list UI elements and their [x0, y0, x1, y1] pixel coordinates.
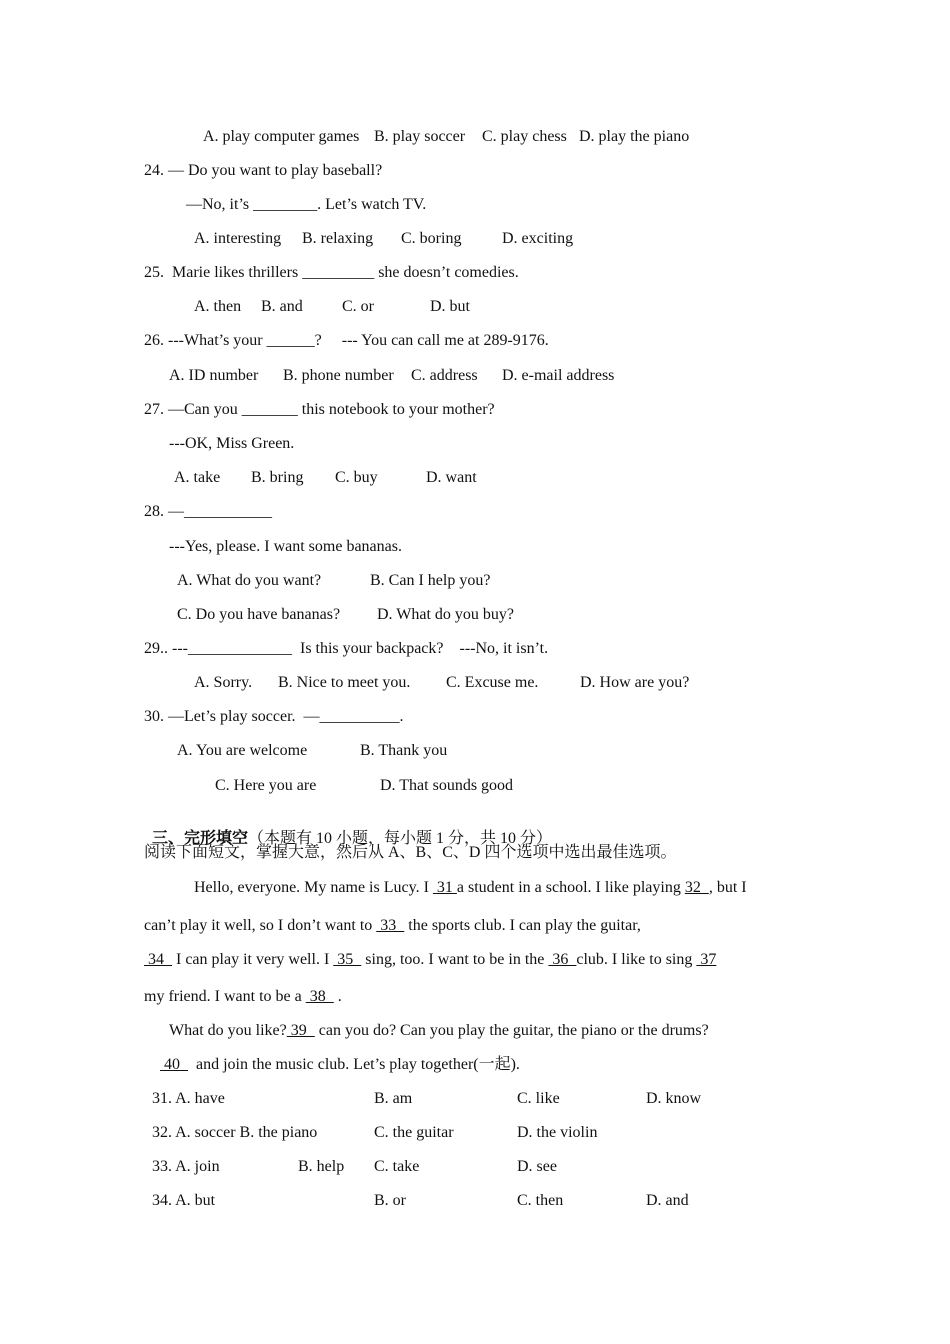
- passage-text: club. I like to sing: [576, 951, 697, 968]
- q34-option-c: C. then: [517, 1192, 564, 1209]
- blank-35: 35: [333, 951, 362, 968]
- passage-text: , but I: [708, 879, 747, 896]
- q25-option-a: A. then: [194, 298, 242, 315]
- q30-option-a: A. You are welcome: [177, 742, 308, 759]
- q29-option-a: A. Sorry.: [194, 674, 253, 691]
- blank-37: 37: [696, 951, 717, 968]
- q24-option-c: C. boring: [401, 230, 462, 247]
- passage-text: the sports club. I can play the guitar,: [404, 917, 641, 934]
- q25-option-c: C. or: [342, 298, 374, 315]
- section-title: 三、完形填空: [152, 830, 249, 847]
- q25-option-d: D. but: [430, 298, 470, 315]
- q23-option-d: D. play the piano: [579, 128, 690, 145]
- q33-option-a: 33. A. join: [152, 1158, 220, 1175]
- q31-option-c: C. like: [517, 1090, 560, 1107]
- blank-34: 34: [144, 951, 172, 968]
- q29-option-b: B. Nice to meet you.: [278, 674, 411, 691]
- q32-option-ab: 32. A. soccer B. the piano: [152, 1124, 318, 1141]
- q30-stem: 30. —Let’s play soccer. —__________.: [144, 708, 404, 725]
- q34-option-a: 34. A. but: [152, 1192, 216, 1209]
- q32-option-c: C. the guitar: [374, 1124, 454, 1141]
- blank-33: 33: [376, 917, 405, 934]
- passage-line-3: [144, 950, 716, 970]
- q24-option-b: B. relaxing: [302, 230, 374, 247]
- q30-option-d: D. That sounds good: [380, 777, 514, 794]
- q33-option-d: D. see: [517, 1158, 557, 1175]
- passage-text: my friend. I want to be a: [144, 988, 306, 1005]
- q27-reply: ---OK, Miss Green.: [169, 435, 295, 452]
- blank-32: 32: [684, 879, 709, 896]
- blank-36: 36: [548, 951, 577, 968]
- q24-option-a: A. interesting: [194, 230, 282, 247]
- section-instruction: 阅读下面短文，掌握大意，然后从 A、B、C、D 四个选项中选出最佳选项。: [144, 844, 677, 861]
- q30-option-b: B. Thank you: [360, 742, 448, 759]
- q26-option-c: C. address: [411, 367, 478, 384]
- q29-option-d: D. How are you?: [580, 674, 690, 691]
- q31-option-d: D. know: [646, 1090, 702, 1107]
- q25-stem: 25. Marie likes thrillers _________ she doesn’t comedies.: [144, 264, 519, 281]
- q28-option-d: D. What do you buy?: [377, 606, 515, 623]
- blank-31: 31: [432, 879, 457, 896]
- q28-stem: 28. —___________: [144, 503, 272, 520]
- blank-39: 39: [286, 1022, 315, 1039]
- passage-text: Hello, everyone. My name is Lucy. I: [194, 879, 433, 896]
- q23-option-c: C. play chess: [482, 128, 567, 145]
- q34-option-d: D. and: [646, 1192, 689, 1209]
- q34-option-b: B. or: [374, 1192, 406, 1209]
- q25-option-b: B. and: [261, 298, 303, 315]
- q27-option-c: C. buy: [335, 469, 378, 486]
- q24-option-d: D. exciting: [502, 230, 574, 247]
- q24-stem: 24. — Do you want to play baseball?: [144, 162, 383, 179]
- passage-text: I can play it very well. I: [172, 951, 334, 968]
- q30-option-c: C. Here you are: [215, 777, 317, 794]
- passage-text: can’t play it well, so I don’t want to: [144, 917, 377, 934]
- q26-stem: 26. ---What’s your ______? --- You can call me at 289-9176.: [144, 332, 549, 349]
- blank-38: 38: [305, 988, 334, 1005]
- q29-stem: 29.. ---_____________ Is this your backpack? ---No, it isn’t.: [144, 640, 549, 657]
- q24-reply: —No, it’s ________. Let’s watch TV.: [186, 196, 427, 213]
- passage-line-2: [144, 916, 641, 936]
- q28-option-b: B. Can I help you?: [370, 572, 491, 589]
- passage-text: and join the music club. Let’s play together(一起).: [188, 1056, 520, 1073]
- q26-option-d: D. e-mail address: [502, 367, 615, 384]
- passage-line-5: [169, 1021, 709, 1041]
- passage-text: .: [333, 988, 342, 1005]
- q33-option-c: C. take: [374, 1158, 420, 1175]
- q28-reply: ---Yes, please. I want some bananas.: [169, 538, 402, 555]
- passage-text: sing, too. I want to be in the: [361, 951, 549, 968]
- passage-text: a student in a school. I like playing: [456, 879, 685, 896]
- passage-text: can you do? Can you play the guitar, the piano or the drums?: [314, 1022, 709, 1039]
- q27-option-a: A. take: [174, 469, 221, 486]
- q27-option-b: B. bring: [251, 469, 304, 486]
- passage-line-1: [194, 878, 747, 898]
- q26-option-b: B. phone number: [283, 367, 394, 384]
- q28-option-c: C. Do you have bananas?: [177, 606, 341, 623]
- q23-option-b: B. play soccer: [374, 128, 466, 145]
- passage-line-4: [144, 987, 342, 1007]
- q26-option-a: A. ID number: [169, 367, 259, 384]
- q29-option-c: C. Excuse me.: [446, 674, 539, 691]
- section-note: （本题有 10 小题，每小题 1 分，共 10 分）: [248, 830, 553, 847]
- q23-option-a: A. play computer games: [203, 128, 360, 145]
- q27-option-d: D. want: [426, 469, 477, 486]
- q32-option-d: D. the violin: [517, 1124, 598, 1141]
- passage-line-6: [160, 1055, 520, 1075]
- blank-40: 40: [160, 1056, 188, 1073]
- passage-text: What do you like?: [169, 1022, 287, 1039]
- q33-option-b: B. help: [298, 1158, 345, 1175]
- q27-stem: 27. —Can you _______ this notebook to your mother?: [144, 401, 495, 418]
- q28-option-a: A. What do you want?: [177, 572, 322, 589]
- q31-option-a: 31. A. have: [152, 1090, 225, 1107]
- q31-option-b: B. am: [374, 1090, 413, 1107]
